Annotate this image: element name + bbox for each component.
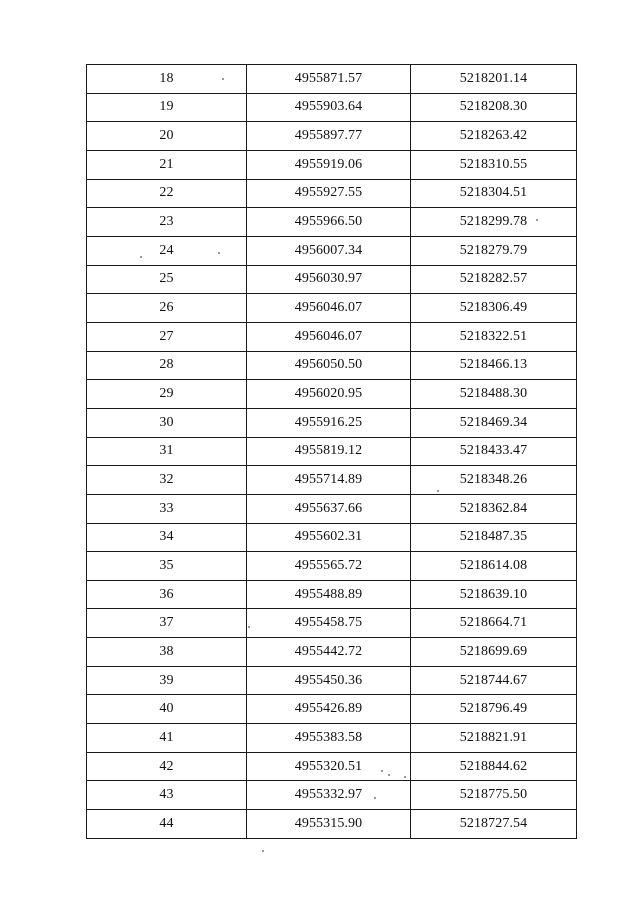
point-number-cell: 42 xyxy=(87,752,247,781)
x-coordinate-cell: 4955442.72 xyxy=(247,638,411,667)
x-coordinate-cell: 4955383.58 xyxy=(247,724,411,753)
x-coordinate-cell: 4955426.89 xyxy=(247,695,411,724)
point-number-cell: 37 xyxy=(87,609,247,638)
y-coordinate-cell: 5218348.26 xyxy=(411,466,577,495)
point-number-cell: 18 xyxy=(87,65,247,94)
x-coordinate-cell: 4955320.51 xyxy=(247,752,411,781)
x-coordinate-cell: 4955897.77 xyxy=(247,122,411,151)
point-number-cell: 39 xyxy=(87,666,247,695)
point-number-cell: 28 xyxy=(87,351,247,380)
point-number-cell: 43 xyxy=(87,781,247,810)
scan-speck xyxy=(140,256,142,258)
table-row xyxy=(87,122,577,151)
table-row xyxy=(87,236,577,265)
table-row xyxy=(87,810,577,839)
scan-speck xyxy=(248,626,250,628)
x-coordinate-cell: 4955714.89 xyxy=(247,466,411,495)
table-row xyxy=(87,781,577,810)
y-coordinate-cell: 5218775.50 xyxy=(411,781,577,810)
point-number-cell: 38 xyxy=(87,638,247,667)
x-coordinate-cell: 4955458.75 xyxy=(247,609,411,638)
scan-speck xyxy=(388,774,390,776)
point-number-cell: 44 xyxy=(87,810,247,839)
table-row xyxy=(87,265,577,294)
x-coordinate-cell: 4955315.90 xyxy=(247,810,411,839)
y-coordinate-cell: 5218844.62 xyxy=(411,752,577,781)
table-row xyxy=(87,724,577,753)
point-number-cell: 29 xyxy=(87,380,247,409)
table-row xyxy=(87,638,577,667)
x-coordinate-cell: 4956046.07 xyxy=(247,294,411,323)
y-coordinate-cell: 5218469.34 xyxy=(411,408,577,437)
table-row xyxy=(87,294,577,323)
x-coordinate-cell: 4955871.57 xyxy=(247,65,411,94)
x-coordinate-cell: 4955332.97 xyxy=(247,781,411,810)
scan-speck xyxy=(262,850,264,852)
x-coordinate-cell: 4956050.50 xyxy=(247,351,411,380)
x-coordinate-cell: 4956007.34 xyxy=(247,236,411,265)
y-coordinate-cell: 5218208.30 xyxy=(411,93,577,122)
scan-speck xyxy=(437,490,439,492)
table-row xyxy=(87,466,577,495)
table-row xyxy=(87,666,577,695)
table-row xyxy=(87,322,577,351)
x-coordinate-cell: 4955966.50 xyxy=(247,208,411,237)
point-number-cell: 34 xyxy=(87,523,247,552)
point-number-cell: 33 xyxy=(87,494,247,523)
table-row xyxy=(87,609,577,638)
table-row xyxy=(87,523,577,552)
point-number-cell: 21 xyxy=(87,150,247,179)
table-row xyxy=(87,437,577,466)
y-coordinate-cell: 5218796.49 xyxy=(411,695,577,724)
x-coordinate-cell: 4955565.72 xyxy=(247,552,411,581)
table-row xyxy=(87,93,577,122)
point-number-cell: 35 xyxy=(87,552,247,581)
y-coordinate-cell: 5218727.54 xyxy=(411,810,577,839)
y-coordinate-cell: 5218614.08 xyxy=(411,552,577,581)
point-number-cell: 25 xyxy=(87,265,247,294)
table-row xyxy=(87,695,577,724)
point-number-cell: 31 xyxy=(87,437,247,466)
table-row xyxy=(87,408,577,437)
x-coordinate-cell: 4955916.25 xyxy=(247,408,411,437)
y-coordinate-cell: 5218279.79 xyxy=(411,236,577,265)
coordinate-table-body xyxy=(87,65,577,839)
point-number-cell: 23 xyxy=(87,208,247,237)
y-coordinate-cell: 5218821.91 xyxy=(411,724,577,753)
scan-speck xyxy=(381,770,383,772)
y-coordinate-cell: 5218322.51 xyxy=(411,322,577,351)
scan-speck xyxy=(536,219,538,221)
coordinate-table xyxy=(86,64,577,839)
point-number-cell: 22 xyxy=(87,179,247,208)
scan-speck xyxy=(404,776,406,778)
y-coordinate-cell: 5218306.49 xyxy=(411,294,577,323)
table-row xyxy=(87,752,577,781)
table-row xyxy=(87,580,577,609)
y-coordinate-cell: 5218201.14 xyxy=(411,65,577,94)
table-row xyxy=(87,351,577,380)
y-coordinate-cell: 5218466.13 xyxy=(411,351,577,380)
x-coordinate-cell: 4955919.06 xyxy=(247,150,411,179)
x-coordinate-cell: 4955602.31 xyxy=(247,523,411,552)
x-coordinate-cell: 4955637.66 xyxy=(247,494,411,523)
point-number-cell: 32 xyxy=(87,466,247,495)
x-coordinate-cell: 4955450.36 xyxy=(247,666,411,695)
x-coordinate-cell: 4956030.97 xyxy=(247,265,411,294)
x-coordinate-cell: 4956020.95 xyxy=(247,380,411,409)
x-coordinate-cell: 4955819.12 xyxy=(247,437,411,466)
point-number-cell: 41 xyxy=(87,724,247,753)
y-coordinate-cell: 5218664.71 xyxy=(411,609,577,638)
point-number-cell: 27 xyxy=(87,322,247,351)
table-row xyxy=(87,150,577,179)
y-coordinate-cell: 5218487.35 xyxy=(411,523,577,552)
scan-speck xyxy=(222,78,224,80)
y-coordinate-cell: 5218744.67 xyxy=(411,666,577,695)
table-row xyxy=(87,380,577,409)
point-number-cell: 36 xyxy=(87,580,247,609)
point-number-cell: 20 xyxy=(87,122,247,151)
table-row xyxy=(87,179,577,208)
y-coordinate-cell: 5218639.10 xyxy=(411,580,577,609)
y-coordinate-cell: 5218699.69 xyxy=(411,638,577,667)
table-row xyxy=(87,494,577,523)
table-row xyxy=(87,552,577,581)
scan-speck xyxy=(374,797,376,799)
y-coordinate-cell: 5218310.55 xyxy=(411,150,577,179)
y-coordinate-cell: 5218433.47 xyxy=(411,437,577,466)
table-row xyxy=(87,208,577,237)
point-number-cell: 26 xyxy=(87,294,247,323)
y-coordinate-cell: 5218488.30 xyxy=(411,380,577,409)
point-number-cell: 40 xyxy=(87,695,247,724)
point-number-cell: 30 xyxy=(87,408,247,437)
x-coordinate-cell: 4955903.64 xyxy=(247,93,411,122)
point-number-cell: 19 xyxy=(87,93,247,122)
table-row xyxy=(87,65,577,94)
y-coordinate-cell: 5218299.78 xyxy=(411,208,577,237)
point-number-cell: 24 xyxy=(87,236,247,265)
x-coordinate-cell: 4956046.07 xyxy=(247,322,411,351)
x-coordinate-cell: 4955488.89 xyxy=(247,580,411,609)
y-coordinate-cell: 5218282.57 xyxy=(411,265,577,294)
y-coordinate-cell: 5218362.84 xyxy=(411,494,577,523)
y-coordinate-cell: 5218304.51 xyxy=(411,179,577,208)
y-coordinate-cell: 5218263.42 xyxy=(411,122,577,151)
scan-speck xyxy=(218,252,220,254)
x-coordinate-cell: 4955927.55 xyxy=(247,179,411,208)
